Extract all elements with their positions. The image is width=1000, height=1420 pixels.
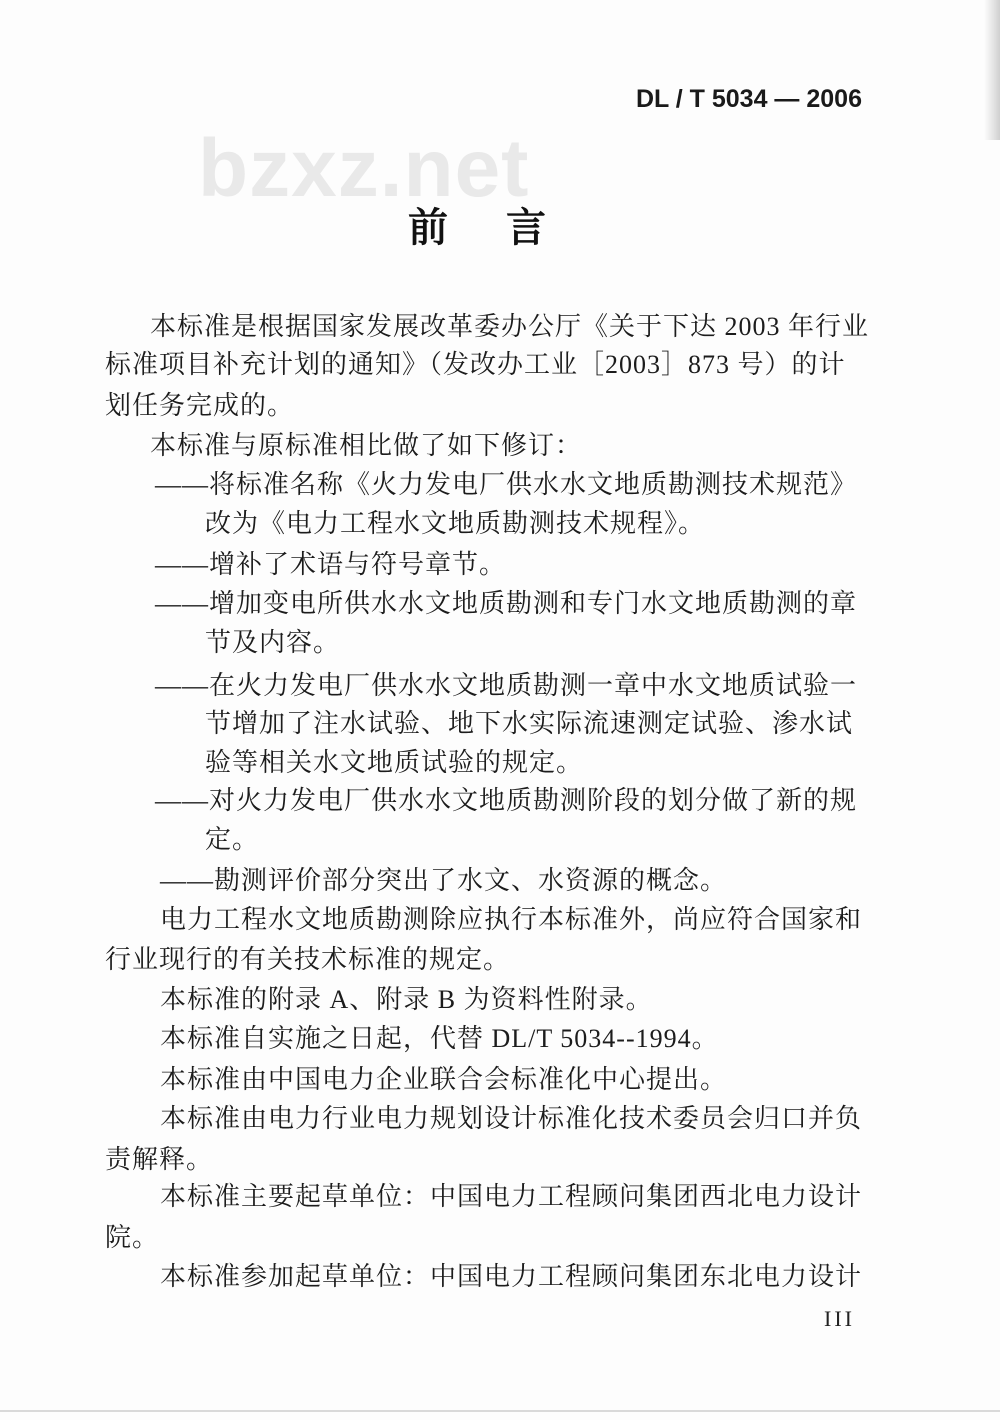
body-line: ——勘测评价部分突出了水文、水资源的概念。	[160, 866, 728, 895]
watermark: bzxz.net	[198, 123, 530, 214]
body-line: 本标准是根据国家发展改革委办公厅《关于下达 2003 年行业	[150, 312, 870, 341]
body-line: 本标准参加起草单位：中国电力工程顾问集团东北电力设计	[160, 1262, 863, 1291]
body-line: 标准项目补充计划的通知》（发改办工业［2003］873 号）的计	[105, 350, 846, 379]
body-line: 节增加了注水试验、地下水实际流速测定试验、渗水试	[205, 709, 854, 738]
page-number: III	[824, 1306, 855, 1331]
body-line: 本标准与原标准相比做了如下修订：	[150, 431, 583, 460]
body-line: 电力工程水文地质勘测除应执行本标准外，尚应符合国家和	[160, 905, 863, 934]
body-line: 本标准由电力行业电力规划设计标准化技术委员会归口并负	[160, 1104, 863, 1133]
body-line: ——将标准名称《火力发电厂供水水文地质勘测技术规范》	[155, 470, 858, 499]
body-line: 定。	[205, 825, 260, 854]
body-line: ——在火力发电厂供水水文地质勘测一章中水文地质试验一	[155, 671, 858, 700]
body-line: ——对火力发电厂供水水文地质勘测阶段的划分做了新的规	[155, 786, 858, 815]
body-line: ——增加变电所供水水文地质勘测和专门水文地质勘测的章	[155, 589, 858, 618]
body-line: 本标准由中国电力企业联合会标准化中心提出。	[160, 1065, 728, 1094]
page-bottom-edge	[0, 1410, 1000, 1412]
body-line: 责解释。	[105, 1145, 214, 1174]
body-line: ——增补了术语与符号章节。	[155, 550, 507, 579]
body-line: 改为《电力工程水文地质勘测技术规程》。	[205, 509, 706, 538]
body-line: 本标准主要起草单位：中国电力工程顾问集团西北电力设计	[160, 1182, 863, 1211]
body-line: 划任务完成的。	[105, 391, 295, 420]
body-line: 验等相关水文地质试验的规定。	[205, 748, 584, 777]
body-line: 本标准的附录 A、附录 B 为资料性附录。	[160, 985, 653, 1014]
body-line: 行业现行的有关技术标准的规定。	[105, 945, 511, 974]
page-edge-shadow	[984, 0, 1000, 140]
page-title: 前言	[408, 204, 604, 251]
body-line: 院。	[105, 1223, 160, 1252]
body-line: 本标准自实施之日起，代替 DL/T 5034--1994。	[160, 1024, 719, 1053]
standard-code-header: DL / T 5034 — 2006	[635, 85, 862, 113]
body-line: 节及内容。	[205, 628, 341, 657]
